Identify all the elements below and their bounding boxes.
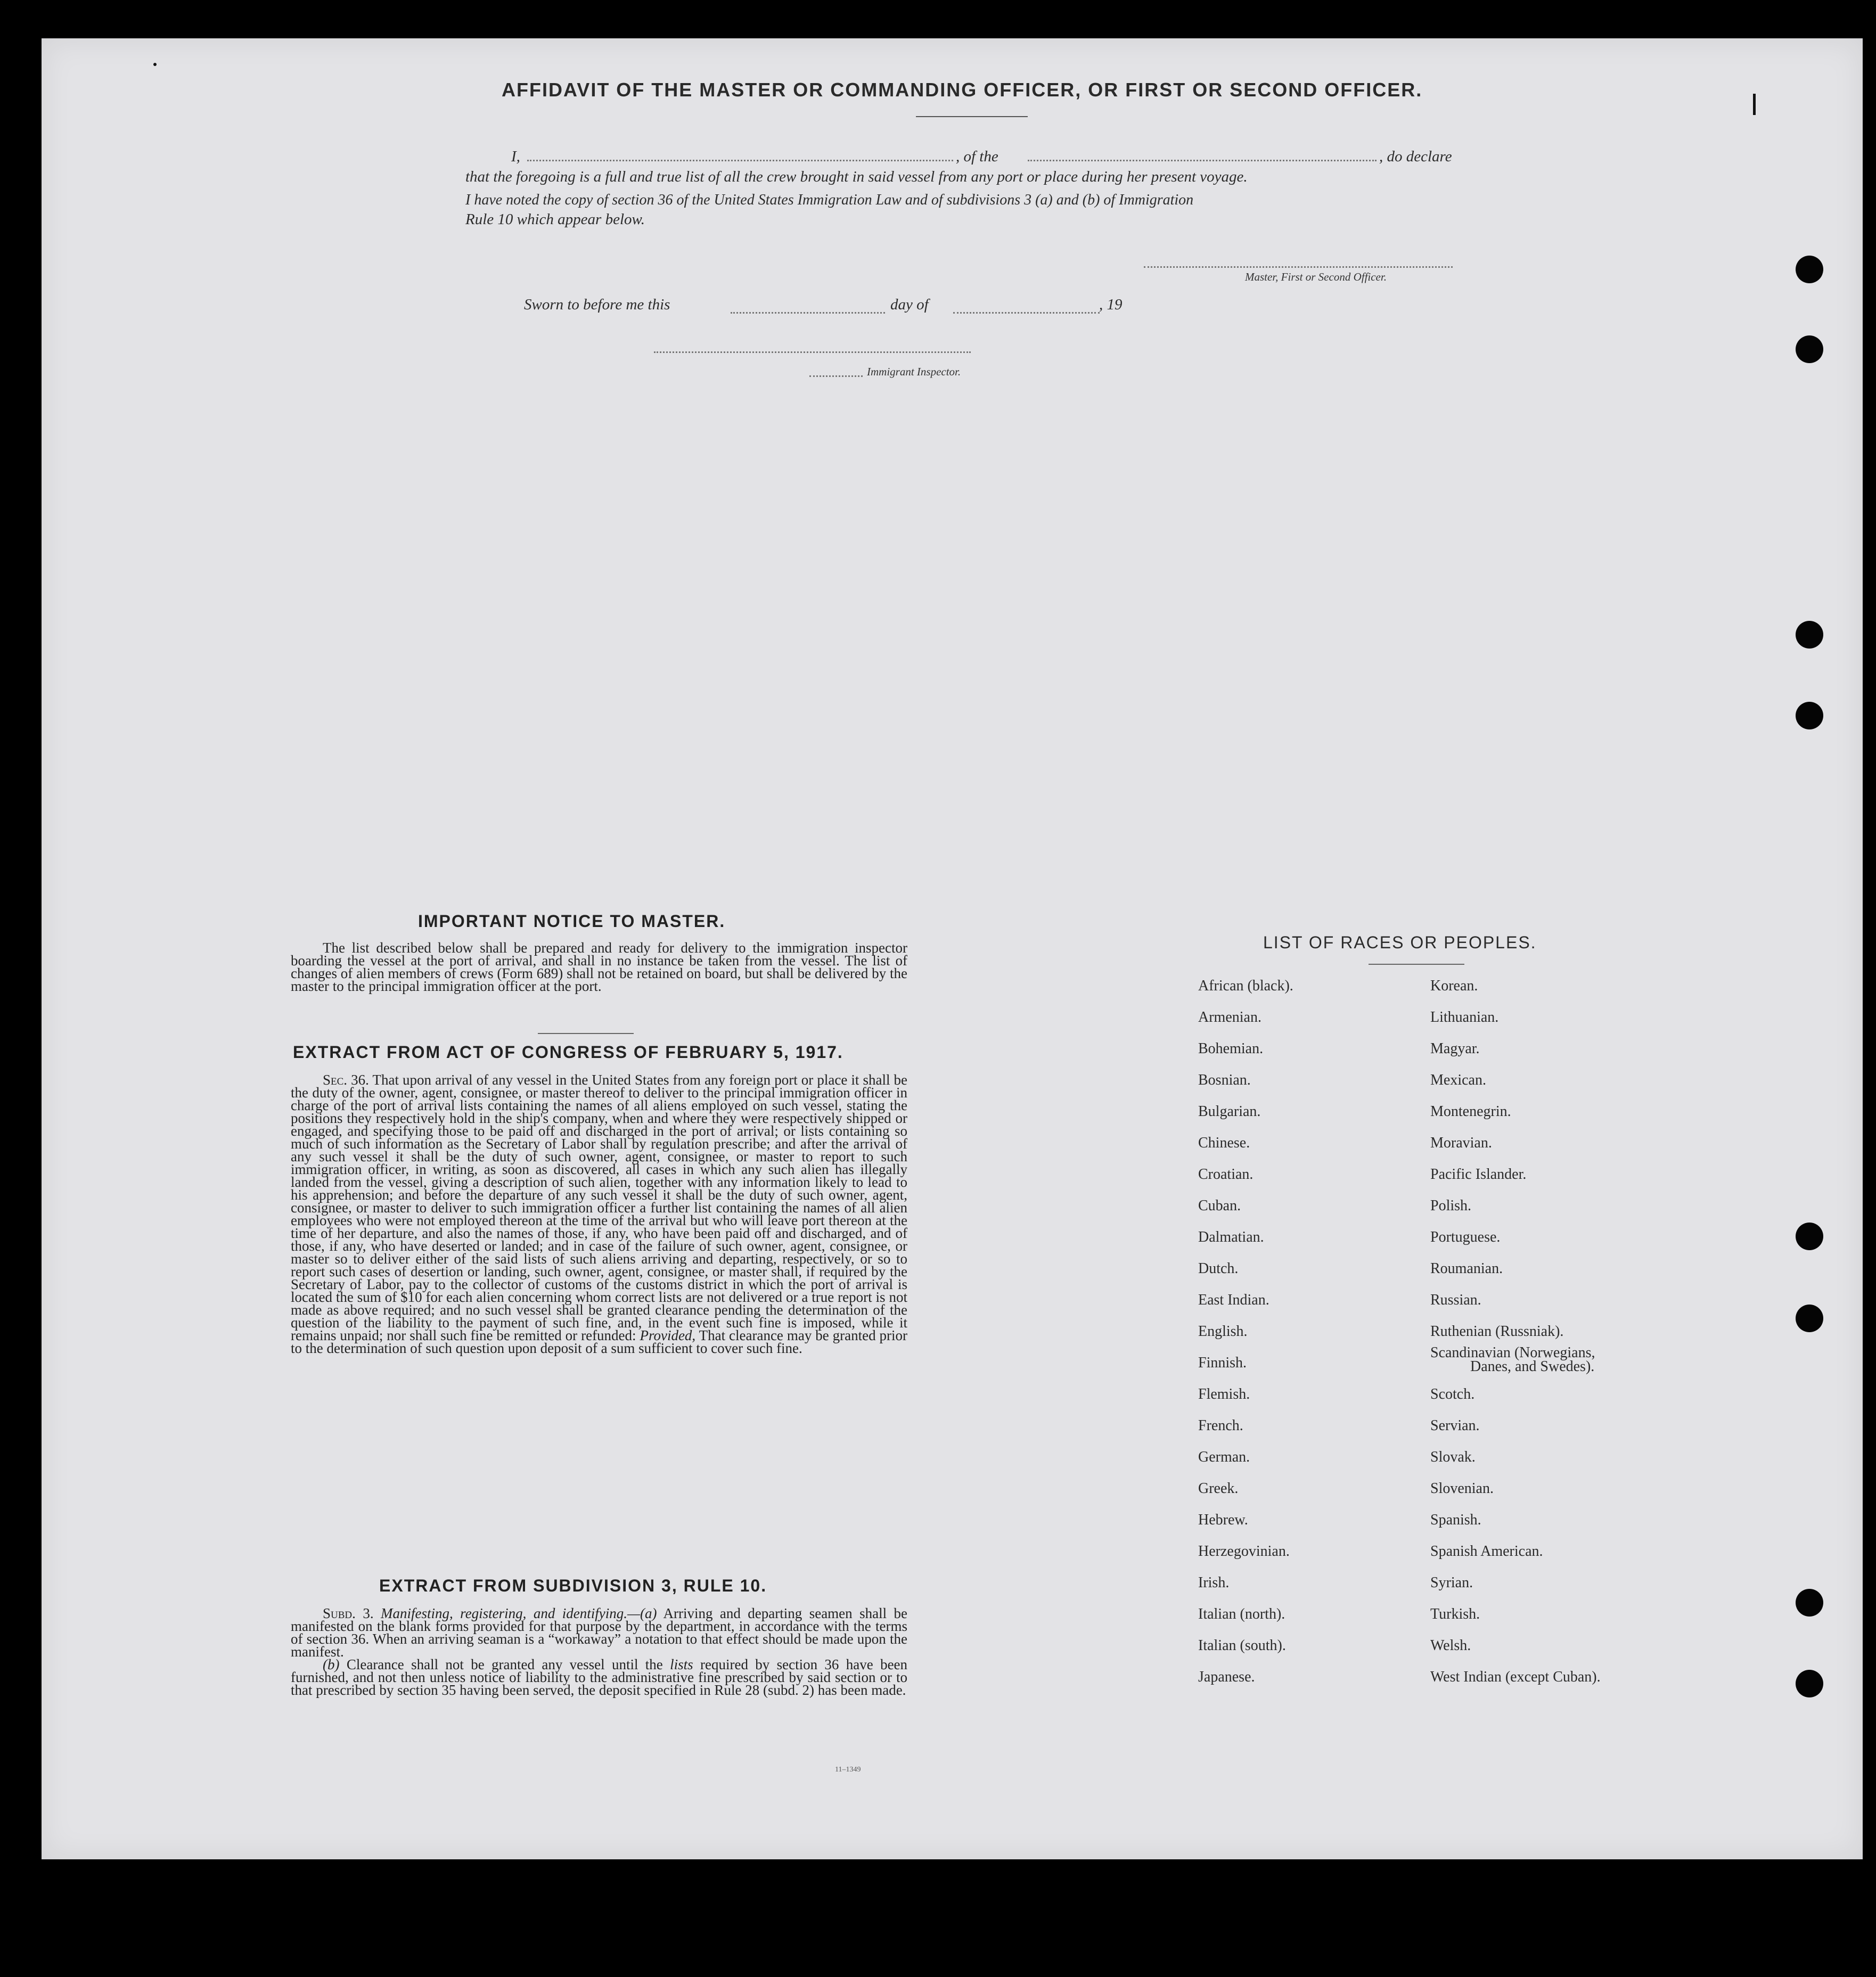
subd-italic: Manifesting, registering, and identifying.—(a) bbox=[381, 1605, 657, 1621]
race-item: Irish. bbox=[1198, 1574, 1230, 1591]
sworn-prefix: Sworn to before me this bbox=[524, 296, 670, 313]
b-label: (b) bbox=[323, 1656, 340, 1672]
race-item: Herzegovinian. bbox=[1198, 1543, 1290, 1560]
race-item: Scotch. bbox=[1430, 1386, 1475, 1402]
race-item: East Indian. bbox=[1198, 1292, 1269, 1308]
form-number: 11–1349 bbox=[835, 1766, 861, 1774]
act-text bbox=[291, 1073, 907, 1355]
race-item: Pacific Islander. bbox=[1430, 1166, 1527, 1183]
notice-text bbox=[291, 941, 907, 992]
race-item: Greek. bbox=[1198, 1480, 1239, 1497]
punch-hole bbox=[1796, 335, 1823, 363]
race-item: Italian (south). bbox=[1198, 1637, 1286, 1654]
race-item: African (black). bbox=[1198, 978, 1293, 994]
race-item: Ruthenian (Russniak). bbox=[1430, 1323, 1564, 1340]
affidavit-line1-suffix: , do declare bbox=[1379, 148, 1452, 165]
race-item: Slovenian. bbox=[1430, 1480, 1494, 1497]
race-item: Montenegrin. bbox=[1430, 1103, 1511, 1120]
rule-text bbox=[291, 1607, 907, 1696]
race-item: French. bbox=[1198, 1417, 1243, 1434]
race-item: Bulgarian. bbox=[1198, 1103, 1261, 1120]
inspector-label: Immigrant Inspector. bbox=[867, 365, 961, 378]
notice-rule bbox=[538, 1033, 634, 1034]
sworn-day-label: day of bbox=[890, 296, 929, 313]
notice-title: IMPORTANT NOTICE TO MASTER. bbox=[418, 912, 726, 931]
punch-hole bbox=[1796, 1305, 1823, 1332]
affidavit-line3: I have noted the copy of section 36 of the United States Immigration Law and of subdivisions 3 (a) and (b) of Immigration bbox=[465, 192, 1194, 208]
race-item: Italian (north). bbox=[1198, 1606, 1285, 1622]
race-item: Mexican. bbox=[1430, 1072, 1486, 1088]
act-body: That upon arrival of any vessel in the United States from any foreign port or place it shall be the duty of the owner, agent, consignee, or master thereof to deliver to the principal immigration officer in charge of the port of arrival lists containing the names of all aliens employed on such vessel, stating the positions they respectively hold in the ship's company, when and where they were respectively shipped or engaged, and specifying those to be paid off and discharged in the port of arrival; or lists containing so much of such information as the Secretary of Labor shall by regulation prescribe; and after the arrival of any such vessel it shall be the duty of such owner, agent, consignee, or master to report to such immigration officer, in writing, as soon as discovered, all cases in which any such alien has illegally landed from the vessel, giving a description of such alien, together with any information likely to lead to his apprehension; and before the departure of any such vessel it shall be the duty of such owner, agent, consignee, or master to deliver to such immigration officer a further list containing the names of all alien employees who were not employed thereon at the time of the arrival but who will leave port thereon at the time of her departure, and also the names of those, if any, who have been paid off and discharged, and of those, if any, who have deserted or landed; and in case of the failure of such owner, agent, consignee, or master so to deliver either of the said lists of such aliens arriving and departing, respectively, or so to report such cases of desertion or landing, such owner, agent, consignee, or master shall, if required by the Secretary of Labor, pay to the collector of customs of the customs district in which the port of arrival is located the sum of $10 for each alien concerning whom correct lists are not delivered or a true report is not made as above required; and no such vessel shall be granted clearance pending the determination of the question of the liability to the payment of such fine, and, in the event such fine is imposed, while it remains unpaid; nor shall such fine be remitted or refunded: bbox=[291, 1072, 908, 1343]
sworn-day-field[interactable] bbox=[731, 312, 885, 314]
race-item: Spanish American. bbox=[1430, 1543, 1543, 1560]
subd-label: Subd. 3. bbox=[323, 1605, 374, 1621]
race-item: Croatian. bbox=[1198, 1166, 1254, 1183]
race-item: Portuguese. bbox=[1430, 1229, 1501, 1245]
vessel-field[interactable] bbox=[1028, 160, 1377, 161]
inspector-signature-field[interactable] bbox=[654, 351, 971, 353]
race-item: Magyar. bbox=[1430, 1040, 1480, 1057]
affidavit-line1-middle: , of the bbox=[956, 148, 998, 165]
punch-hole bbox=[1796, 702, 1823, 729]
sworn-month-field[interactable] bbox=[953, 312, 1100, 314]
provided-italic: Provided, bbox=[640, 1327, 696, 1343]
affidavit-line1-prefix: I, bbox=[511, 148, 520, 165]
inspector-signature-field-2[interactable] bbox=[809, 375, 863, 377]
punch-hole bbox=[1796, 1670, 1823, 1697]
affidavit-title: AFFIDAVIT OF THE MASTER OR COMMANDING OFFICER, OR FIRST OR SECOND OFFICER. bbox=[502, 79, 1423, 101]
punch-hole bbox=[1796, 1589, 1823, 1617]
b-body-1: Clearance shall not be granted any vessel until the bbox=[346, 1656, 663, 1672]
race-item: English. bbox=[1198, 1323, 1248, 1340]
race-item: Finnish. bbox=[1198, 1355, 1247, 1371]
race-item: Chinese. bbox=[1198, 1135, 1250, 1151]
race-item: Flemish. bbox=[1198, 1386, 1250, 1402]
race-item: Moravian. bbox=[1430, 1135, 1492, 1151]
race-item: Welsh. bbox=[1430, 1637, 1471, 1654]
race-item: Korean. bbox=[1430, 978, 1478, 994]
race-item: Hebrew. bbox=[1198, 1512, 1248, 1528]
race-item: Polish. bbox=[1430, 1197, 1472, 1214]
race-item: German. bbox=[1198, 1449, 1250, 1465]
act-title: EXTRACT FROM ACT OF CONGRESS OF FEBRUARY 5, 1917. bbox=[293, 1043, 843, 1062]
race-item: Slovak. bbox=[1430, 1449, 1476, 1465]
race-item: Armenian. bbox=[1198, 1009, 1261, 1026]
notice-body: The list described below shall be prepared and ready for delivery to the immigration inspector boarding the vessel at the port of arrival, and shall in no instance be taken from the vessel. The list of changes of alien members of crews (Form 689) shall not be retained on board, but shall be delivered by the master to the principal immigration officer at the port. bbox=[291, 940, 907, 994]
master-signature-label: Master, First or Second Officer. bbox=[1245, 270, 1387, 283]
race-item: Bohemian. bbox=[1198, 1040, 1264, 1057]
master-signature-field[interactable] bbox=[1144, 266, 1453, 268]
act-body-end: That clearance may be granted prior to the determination of such question upon deposit of a sum sufficient to cover such fine. bbox=[291, 1327, 907, 1356]
punch-hole bbox=[1796, 1223, 1823, 1250]
title-rule bbox=[916, 116, 1028, 117]
rule-title: EXTRACT FROM SUBDIVISION 3, RULE 10. bbox=[379, 1576, 767, 1595]
punch-hole bbox=[1796, 256, 1823, 283]
race-item: Scandinavian (Norwegians, Danes, and Swedes). bbox=[1430, 1344, 1595, 1375]
race-item: Japanese. bbox=[1198, 1669, 1255, 1685]
edge-mark bbox=[153, 63, 157, 66]
race-item: West Indian (except Cuban). bbox=[1430, 1669, 1601, 1685]
b-body-2: required by section 36 have been furnished, and not then unless notice of liability to the administrative fine prescribed by said section or to that prescribed by section 35 having been served, the deposit specified in Rule 28 (subd. 2) has been made. bbox=[291, 1656, 908, 1698]
name-field[interactable] bbox=[527, 160, 953, 161]
subd-body: Arriving and departing seamen shall be manifested on the blank forms provided for that purpose by the department, in accordance with the terms of section 36. When an arriving seaman is a “workaway” a notation to that effect should be made upon the manifest. bbox=[291, 1605, 908, 1660]
race-item: Bosnian. bbox=[1198, 1072, 1251, 1088]
sec-label: Sec. 36. bbox=[323, 1072, 369, 1088]
race-item: Roumanian. bbox=[1430, 1260, 1503, 1277]
race-item: Dalmatian. bbox=[1198, 1229, 1264, 1245]
race-item: Syrian. bbox=[1430, 1574, 1473, 1591]
edge-mark bbox=[1753, 94, 1756, 115]
race-item: Dutch. bbox=[1198, 1260, 1239, 1277]
race-item: Cuban. bbox=[1198, 1197, 1241, 1214]
race-item: Servian. bbox=[1430, 1417, 1480, 1434]
races-rule bbox=[1369, 964, 1464, 965]
b-italic: lists bbox=[670, 1656, 693, 1672]
race-item: Spanish. bbox=[1430, 1512, 1481, 1528]
affidavit-line2: that the foregoing is a full and true list of all the crew brought in said vessel from any port or place during her present voyage. bbox=[465, 168, 1248, 185]
sworn-year: , 19 bbox=[1099, 296, 1123, 313]
race-item: Russian. bbox=[1430, 1292, 1481, 1308]
affidavit-line4: Rule 10 which appear below. bbox=[465, 211, 645, 228]
race-item: Lithuanian. bbox=[1430, 1009, 1499, 1026]
punch-hole bbox=[1796, 621, 1823, 649]
races-title: LIST OF RACES OR PEOPLES. bbox=[1263, 933, 1537, 952]
race-item: Turkish. bbox=[1430, 1606, 1480, 1622]
